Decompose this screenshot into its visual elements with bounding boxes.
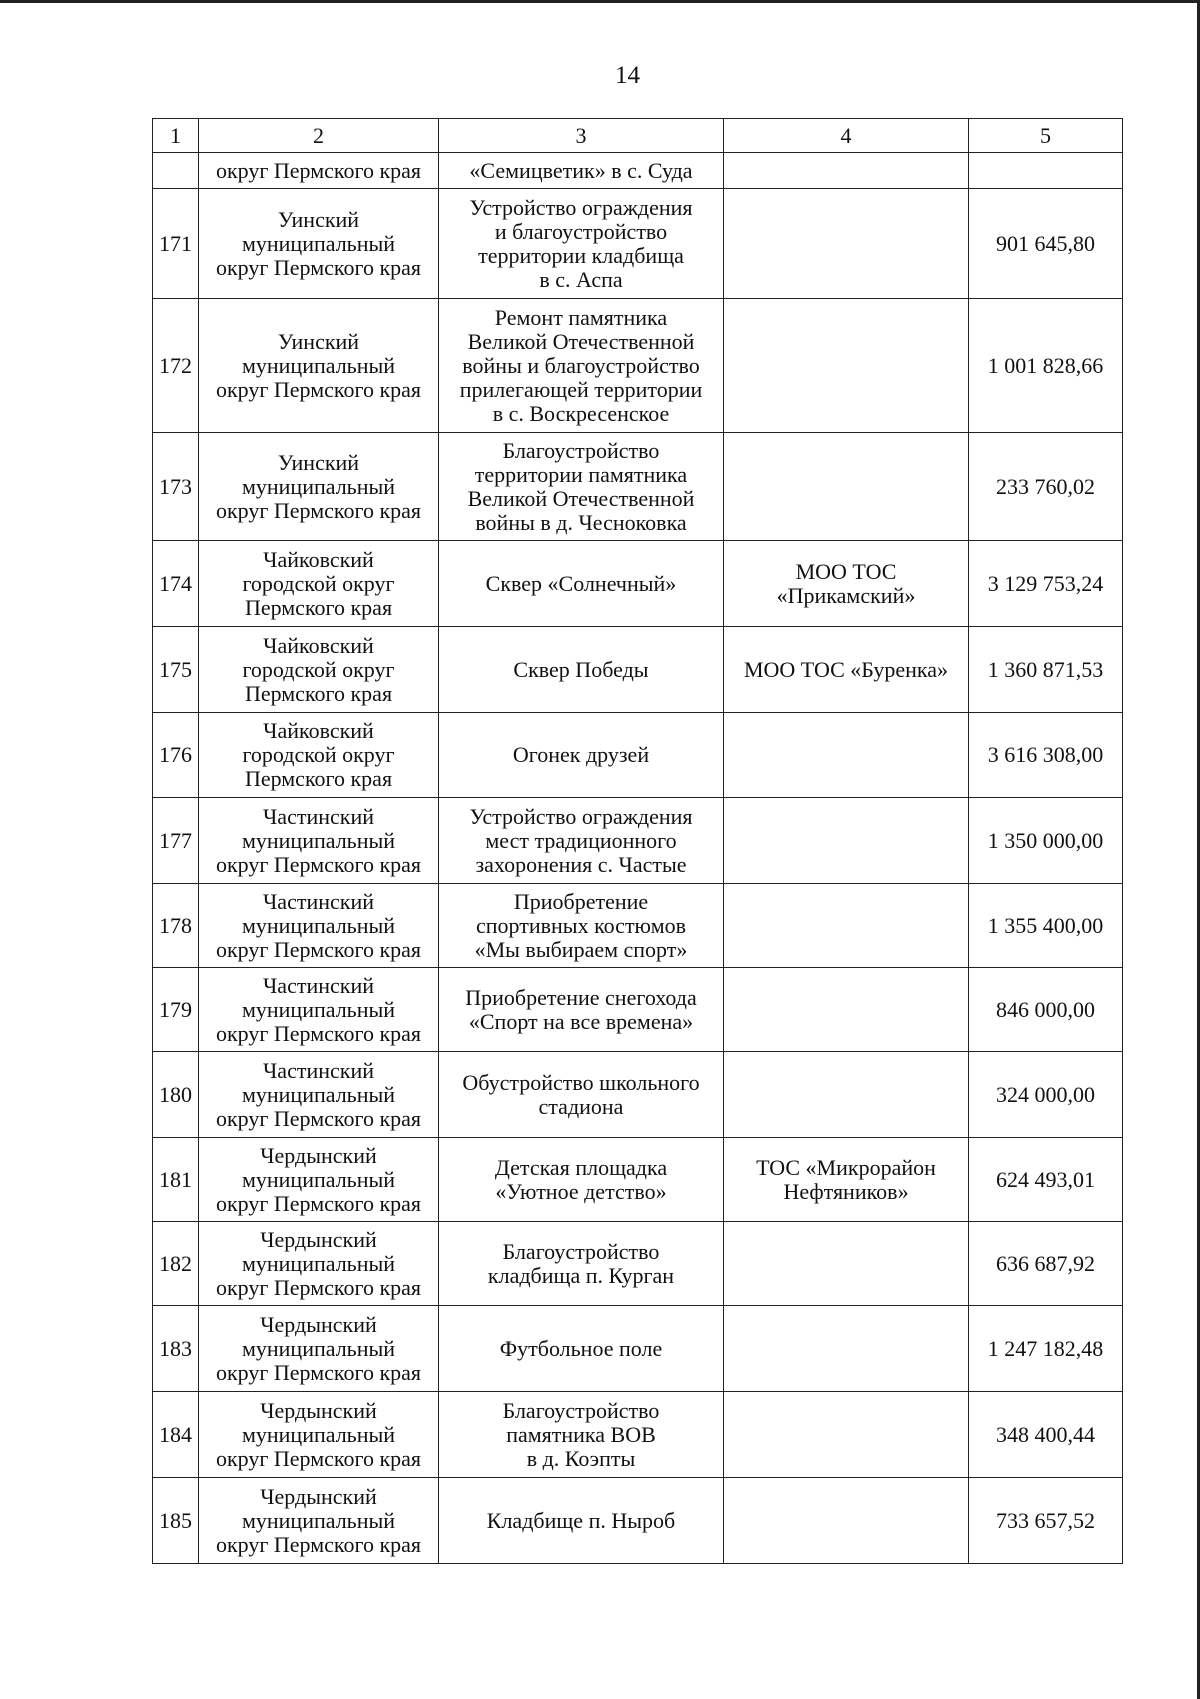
table-row: [153, 1478, 1123, 1564]
amount-cell: 348 400,44: [969, 1392, 1123, 1478]
project-cell: Сквер «Солнечный»: [439, 541, 724, 627]
municipality-cell: Частинский муниципальный округ Пермского края: [199, 884, 439, 968]
amount-cell: 1 360 871,53: [969, 627, 1123, 713]
project-cell: Приобретение снегохода «Спорт на все времена»: [439, 968, 724, 1052]
amount-cell: 846 000,00: [969, 968, 1123, 1052]
project-cell: Благоустройство территории памятника Великой Отечественной войны в д. Чесноковка: [439, 433, 724, 541]
scan-edge-top: [0, 0, 1200, 3]
organization-cell: [724, 798, 969, 884]
amount-cell: 1 247 182,48: [969, 1306, 1123, 1392]
project-cell: Обустройство школьного стадиона: [439, 1052, 724, 1138]
row-number: 178: [153, 884, 199, 968]
row-number: 179: [153, 968, 199, 1052]
municipality-cell: Частинский муниципальный округ Пермского края: [199, 798, 439, 884]
row-number: 176: [153, 713, 199, 798]
table-row: [153, 627, 1123, 713]
row-number: 181: [153, 1138, 199, 1222]
organization-cell: [724, 1392, 969, 1478]
organization-cell: МОО ТОС «Буренка»: [724, 627, 969, 713]
column-header: 5: [969, 119, 1123, 153]
organization-cell: [724, 1306, 969, 1392]
organization-cell: [724, 1222, 969, 1306]
municipality-cell: Чердынский муниципальный округ Пермского края: [199, 1138, 439, 1222]
amount-cell: 636 687,92: [969, 1222, 1123, 1306]
amount-cell: 3 129 753,24: [969, 541, 1123, 627]
municipality-cell: Уинский муниципальный округ Пермского края: [199, 433, 439, 541]
row-number: 173: [153, 433, 199, 541]
municipality-cell: Чердынский муниципальный округ Пермского края: [199, 1392, 439, 1478]
table-row: [153, 299, 1123, 433]
municipality-cell: Чайковский городской округ Пермского края: [199, 713, 439, 798]
amount-cell: 624 493,01: [969, 1138, 1123, 1222]
amount-cell: [969, 153, 1123, 189]
organization-cell: [724, 1478, 969, 1564]
table-row: [153, 1392, 1123, 1478]
municipality-cell: Частинский муниципальный округ Пермского края: [199, 968, 439, 1052]
table-row: [153, 1306, 1123, 1392]
amount-cell: 1 355 400,00: [969, 884, 1123, 968]
municipality-cell: Чердынский муниципальный округ Пермского края: [199, 1306, 439, 1392]
row-number: 177: [153, 798, 199, 884]
organization-cell: [724, 299, 969, 433]
amount-cell: 1 001 828,66: [969, 299, 1123, 433]
project-cell: Приобретение спортивных костюмов «Мы выбираем спорт»: [439, 884, 724, 968]
organization-cell: [724, 1052, 969, 1138]
row-number: 171: [153, 189, 199, 299]
municipality-cell: Уинский муниципальный округ Пермского края: [199, 299, 439, 433]
data-table: [152, 118, 1123, 1564]
row-number: 174: [153, 541, 199, 627]
project-cell: Ремонт памятника Великой Отечественной войны и благоустройство прилегающей территории в с. Воскресенское: [439, 299, 724, 433]
municipality-cell: Уинский муниципальный округ Пермского края: [199, 189, 439, 299]
amount-cell: 901 645,80: [969, 189, 1123, 299]
column-header: 3: [439, 119, 724, 153]
municipality-cell: Чердынский муниципальный округ Пермского края: [199, 1478, 439, 1564]
organization-cell: [724, 884, 969, 968]
table-row: [153, 1222, 1123, 1306]
project-cell: Устройство ограждения мест традиционного захоронения с. Частые: [439, 798, 724, 884]
table-row-continuation: [153, 153, 1123, 189]
table-row: [153, 433, 1123, 541]
organization-cell: [724, 968, 969, 1052]
table-row: [153, 189, 1123, 299]
amount-cell: 324 000,00: [969, 1052, 1123, 1138]
column-header: 4: [724, 119, 969, 153]
project-cell: Кладбище п. Ныроб: [439, 1478, 724, 1564]
row-number: 185: [153, 1478, 199, 1564]
project-cell: Огонек друзей: [439, 713, 724, 798]
row-number: 183: [153, 1306, 199, 1392]
row-number: 180: [153, 1052, 199, 1138]
amount-cell: 3 616 308,00: [969, 713, 1123, 798]
municipality-cell: округ Пермского края: [199, 153, 439, 189]
table-header-row: [153, 119, 1123, 153]
table-row: [153, 1052, 1123, 1138]
table-row: [153, 884, 1123, 968]
table-row: [153, 798, 1123, 884]
amount-cell: 733 657,52: [969, 1478, 1123, 1564]
project-cell: Благоустройство кладбища п. Курган: [439, 1222, 724, 1306]
organization-cell: [724, 189, 969, 299]
organization-cell: [724, 433, 969, 541]
municipality-cell: Чайковский городской округ Пермского края: [199, 541, 439, 627]
column-header: 2: [199, 119, 439, 153]
row-number: [153, 153, 199, 189]
row-number: 184: [153, 1392, 199, 1478]
amount-cell: 1 350 000,00: [969, 798, 1123, 884]
table-row: [153, 968, 1123, 1052]
project-cell: Футбольное поле: [439, 1306, 724, 1392]
row-number: 182: [153, 1222, 199, 1306]
column-header: 1: [153, 119, 199, 153]
municipality-cell: Чердынский муниципальный округ Пермского края: [199, 1222, 439, 1306]
project-cell: Детская площадка «Уютное детство»: [439, 1138, 724, 1222]
organization-cell: МОО ТОС «Прикамский»: [724, 541, 969, 627]
table-row: [153, 713, 1123, 798]
municipality-cell: Частинский муниципальный округ Пермского края: [199, 1052, 439, 1138]
row-number: 172: [153, 299, 199, 433]
row-number: 175: [153, 627, 199, 713]
table-row: [153, 1138, 1123, 1222]
amount-cell: 233 760,02: [969, 433, 1123, 541]
table-row: [153, 541, 1123, 627]
organization-cell: [724, 153, 969, 189]
page-number: 14: [615, 62, 640, 89]
project-cell: «Семицветик» в с. Суда: [439, 153, 724, 189]
municipality-cell: Чайковский городской округ Пермского края: [199, 627, 439, 713]
organization-cell: ТОС «Микрорайон Нефтяников»: [724, 1138, 969, 1222]
project-cell: Благоустройство памятника ВОВ в д. Коэпты: [439, 1392, 724, 1478]
organization-cell: [724, 713, 969, 798]
project-cell: Устройство ограждения и благоустройство территории кладбища в с. Аспа: [439, 189, 724, 299]
project-cell: Сквер Победы: [439, 627, 724, 713]
